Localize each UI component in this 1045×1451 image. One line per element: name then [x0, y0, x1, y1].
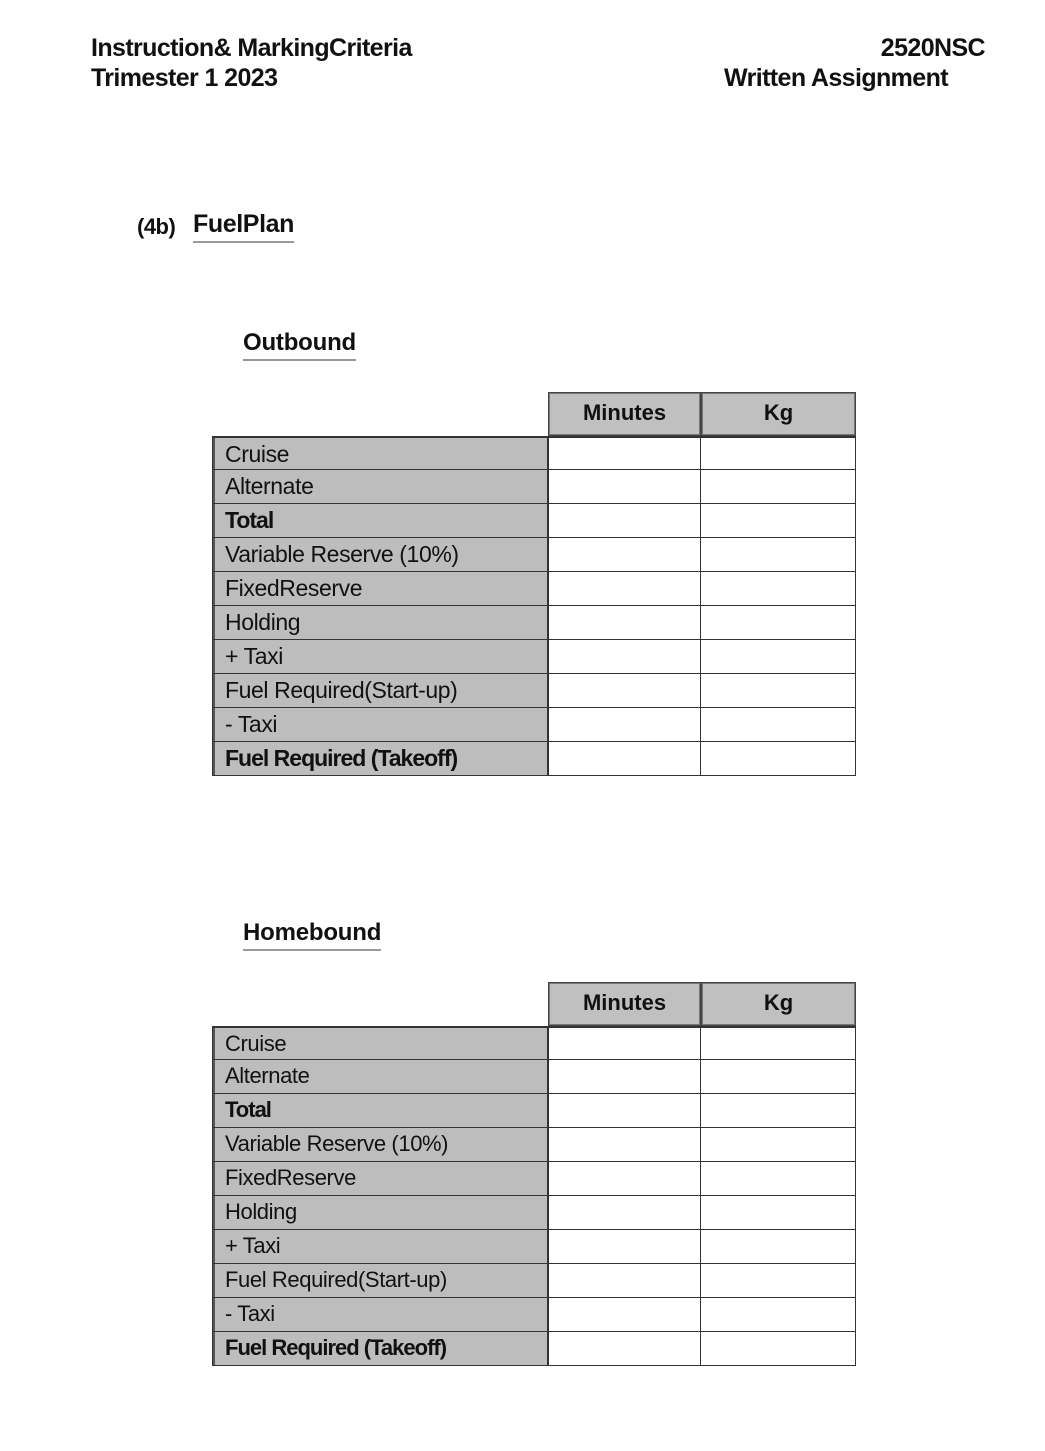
row-label: Variable Reserve (10%) [212, 1128, 548, 1162]
table-row [212, 606, 856, 640]
minutes-cell[interactable] [548, 742, 701, 776]
table-row [212, 504, 856, 538]
minutes-cell[interactable] [548, 1298, 701, 1332]
row-label: Cruise [212, 1026, 548, 1060]
header-right [724, 33, 985, 93]
table-header [212, 982, 856, 1026]
trimester: Trimester 1 2023 [91, 64, 278, 92]
kg-cell[interactable] [701, 436, 856, 470]
table-row [212, 1162, 856, 1196]
row-label: Fuel Required (Takeoff) [212, 1332, 548, 1366]
kg-cell[interactable] [701, 538, 856, 572]
row-label: Cruise [212, 436, 548, 470]
kg-cell[interactable] [701, 572, 856, 606]
table-row [212, 572, 856, 606]
kg-cell[interactable] [701, 1128, 856, 1162]
row-label: Alternate [212, 1060, 548, 1094]
kg-cell[interactable] [701, 504, 856, 538]
question-title: FuelPlan [193, 210, 294, 243]
table-row [212, 470, 856, 504]
minutes-cell[interactable] [548, 1230, 701, 1264]
kg-cell[interactable] [701, 1230, 856, 1264]
minutes-cell[interactable] [548, 1162, 701, 1196]
table-row [212, 1094, 856, 1128]
table-row [212, 674, 856, 708]
row-label: + Taxi [212, 1230, 548, 1264]
row-label: Fuel Required (Takeoff) [212, 742, 548, 776]
table-row [212, 1332, 856, 1366]
minutes-cell[interactable] [548, 640, 701, 674]
row-label: Alternate [212, 470, 548, 504]
minutes-cell[interactable] [548, 504, 701, 538]
kg-cell[interactable] [701, 640, 856, 674]
outbound-title: Outbound [243, 329, 356, 361]
table-row [212, 1128, 856, 1162]
row-label: Fuel Required(Start-up) [212, 1264, 548, 1298]
minutes-cell[interactable] [548, 1094, 701, 1128]
table-row [212, 538, 856, 572]
table-row [212, 436, 856, 470]
course-code: 2520NSC [880, 34, 985, 62]
minutes-cell[interactable] [548, 572, 701, 606]
kg-cell[interactable] [701, 1264, 856, 1298]
kg-column-header: Kg [701, 392, 856, 436]
kg-cell[interactable] [701, 1162, 856, 1196]
row-label: - Taxi [212, 1298, 548, 1332]
row-label: Variable Reserve (10%) [212, 538, 548, 572]
minutes-cell[interactable] [548, 1026, 701, 1060]
table-row [212, 1298, 856, 1332]
kg-cell[interactable] [701, 1060, 856, 1094]
table-row [212, 708, 856, 742]
kg-cell[interactable] [701, 470, 856, 504]
row-label: Fuel Required(Start-up) [212, 674, 548, 708]
table-row [212, 640, 856, 674]
kg-cell[interactable] [701, 1196, 856, 1230]
assignment-name: Written Assignment [724, 64, 948, 92]
outbound-fuel-table [212, 392, 856, 776]
minutes-cell[interactable] [548, 708, 701, 742]
minutes-cell[interactable] [548, 1128, 701, 1162]
row-label: Total [212, 504, 548, 538]
table-row [212, 742, 856, 776]
table-row [212, 1060, 856, 1094]
minutes-cell[interactable] [548, 538, 701, 572]
row-label: Total [212, 1094, 548, 1128]
minutes-cell[interactable] [548, 1264, 701, 1298]
minutes-column-header: Minutes [548, 982, 701, 1026]
table-row [212, 1264, 856, 1298]
kg-cell[interactable] [701, 606, 856, 640]
minutes-cell[interactable] [548, 1196, 701, 1230]
row-label: FixedReserve [212, 1162, 548, 1196]
kg-cell[interactable] [701, 1094, 856, 1128]
kg-column-header: Kg [701, 982, 856, 1026]
question-number: (4b) [137, 214, 176, 239]
row-label: - Taxi [212, 708, 548, 742]
minutes-cell[interactable] [548, 1060, 701, 1094]
kg-cell[interactable] [701, 1332, 856, 1366]
homebound-fuel-table [212, 982, 856, 1366]
kg-cell[interactable] [701, 742, 856, 776]
minutes-cell[interactable] [548, 674, 701, 708]
row-label: + Taxi [212, 640, 548, 674]
table-header [212, 392, 856, 436]
row-label: Holding [212, 606, 548, 640]
minutes-cell[interactable] [548, 1332, 701, 1366]
table-row [212, 1026, 856, 1060]
minutes-column-header: Minutes [548, 392, 701, 436]
kg-cell[interactable] [701, 674, 856, 708]
row-label: Holding [212, 1196, 548, 1230]
kg-cell[interactable] [701, 708, 856, 742]
minutes-cell[interactable] [548, 436, 701, 470]
header-left [91, 33, 412, 93]
row-label: FixedReserve [212, 572, 548, 606]
kg-cell[interactable] [701, 1026, 856, 1060]
table-row [212, 1230, 856, 1264]
table-row [212, 1196, 856, 1230]
minutes-cell[interactable] [548, 606, 701, 640]
minutes-cell[interactable] [548, 470, 701, 504]
document-type: Instruction& MarkingCriteria [91, 34, 412, 62]
kg-cell[interactable] [701, 1298, 856, 1332]
homebound-title: Homebound [243, 919, 381, 951]
